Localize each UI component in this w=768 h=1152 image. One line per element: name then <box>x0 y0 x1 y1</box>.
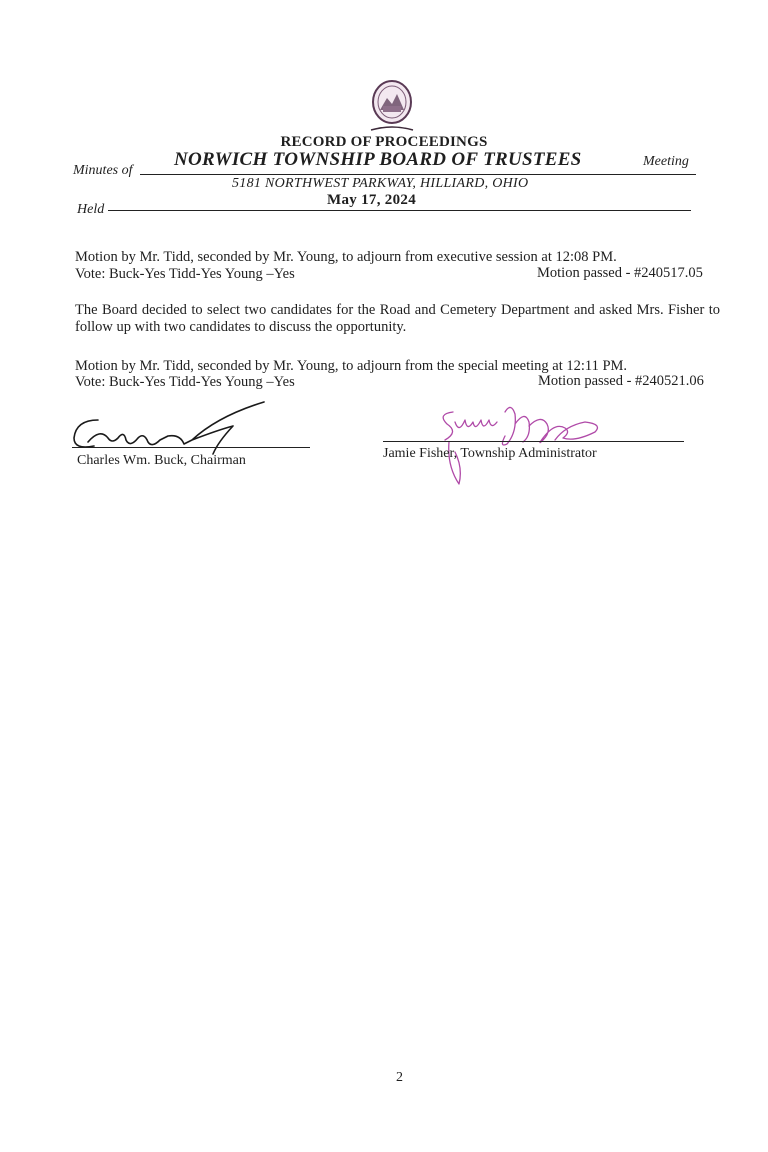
meeting-label: Meeting <box>643 154 689 169</box>
held-label: Held <box>77 202 105 217</box>
board-name: NORWICH TOWNSHIP BOARD OF TRUSTEES <box>174 149 582 170</box>
chairman-name: Charles Wm. Buck, Chairman <box>77 453 246 468</box>
chairman-signature <box>68 398 278 458</box>
page-number: 2 <box>396 1070 403 1085</box>
vote-record-2: Vote: Buck-Yes Tidd-Yes Young –Yes <box>75 374 295 390</box>
vote-record-1: Vote: Buck-Yes Tidd-Yes Young –Yes <box>75 266 295 282</box>
motion-result-1: Motion passed - #240517.05 <box>537 265 703 281</box>
chairman-signature-line <box>72 447 310 448</box>
held-underline <box>108 210 691 211</box>
township-seal-icon <box>369 80 415 136</box>
meeting-date: May 17, 2024 <box>327 192 417 208</box>
administrator-name: Jamie Fisher, Township Administrator <box>383 446 597 461</box>
motion-special-meeting: Motion by Mr. Tidd, seconded by Mr. Young, to adjourn from the special meeting at 12:11 PM. <box>75 358 628 374</box>
motion-executive-session: Motion by Mr. Tidd, seconded by Mr. Young, to adjourn from executive session at 12:08 PM. <box>75 249 617 265</box>
minutes-of-label: Minutes of <box>73 163 133 178</box>
motion-result-2: Motion passed - #240521.06 <box>538 373 704 389</box>
minutes-underline <box>140 174 696 175</box>
township-address: 5181 NORTHWEST PARKWAY, HILLIARD, OHIO <box>232 176 529 191</box>
record-of-proceedings-title: RECORD OF PROCEEDINGS <box>280 134 488 150</box>
administrator-signature-line <box>383 441 684 442</box>
board-decision-paragraph: The Board decided to select two candidates for the Road and Cemetery Department and asked Mrs. Fisher to follow up with two candidates to discuss the opportunity. <box>75 302 720 335</box>
